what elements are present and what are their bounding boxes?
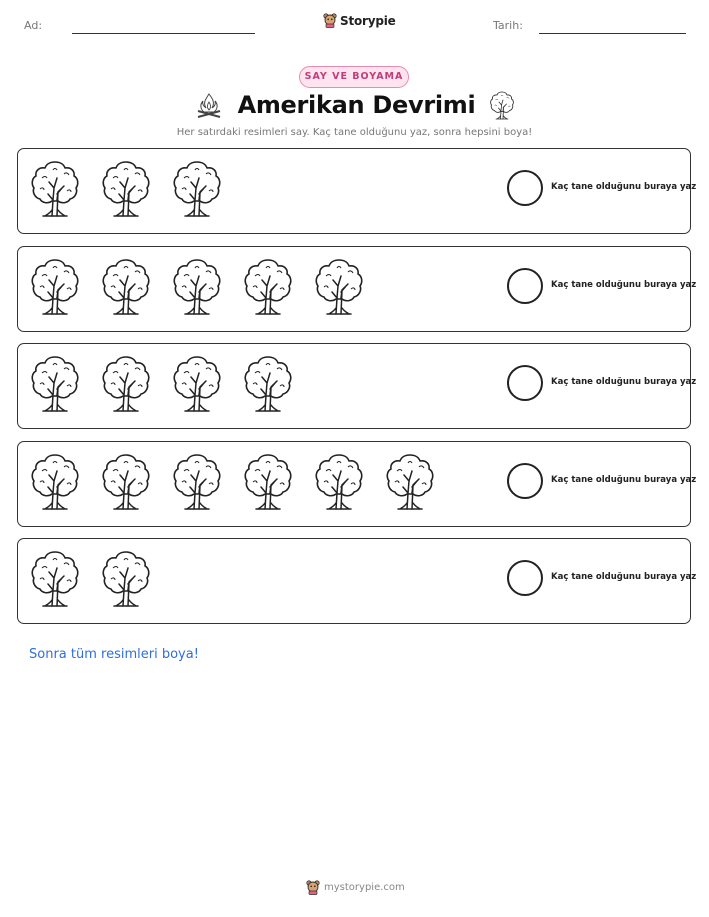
- title-row: [0, 90, 709, 120]
- tree-icon[interactable]: [171, 353, 223, 413]
- answer-circle[interactable]: [507, 463, 543, 499]
- answer-label: Kaç tane olduğunu buraya yaz: [551, 572, 697, 582]
- tree-icon[interactable]: [313, 451, 365, 511]
- tree-icon[interactable]: [384, 451, 436, 511]
- answer-label: Kaç tane olduğunu buraya yaz: [551, 474, 697, 485]
- tree-icon[interactable]: [100, 451, 152, 511]
- footer: [306, 880, 405, 895]
- answer-label: Kaç tane olduğunu buraya yaz: [551, 182, 697, 192]
- tree-icon[interactable]: [171, 158, 223, 218]
- tree-icon[interactable]: [29, 353, 81, 413]
- answer-label: Kaç tane olduğunu buraya yaz: [551, 279, 697, 290]
- tree-icon[interactable]: [29, 158, 81, 218]
- tree-icon[interactable]: [242, 256, 294, 316]
- tree-icon[interactable]: [29, 451, 81, 511]
- tree-icon[interactable]: [100, 548, 152, 608]
- bear-logo-icon: [306, 880, 320, 895]
- tree-icon[interactable]: [242, 451, 294, 511]
- counting-row: [17, 246, 697, 332]
- date-label: Tarih:: [493, 19, 523, 32]
- page-title: Amerikan Devrimi: [237, 91, 476, 119]
- tree-icon[interactable]: [100, 353, 152, 413]
- tree-icon[interactable]: [171, 256, 223, 316]
- instruction-text: Her satırdaki resimleri say. Kaç tane olduğunu yaz, sonra hepsini boya!: [176, 127, 533, 138]
- date-line[interactable]: [539, 33, 686, 34]
- tree-icon[interactable]: [100, 158, 152, 218]
- brand-logo: [323, 13, 396, 28]
- counting-row: [17, 343, 697, 429]
- answer-label: Kaç tane olduğunu buraya yaz: [551, 377, 697, 387]
- counting-row: [17, 148, 697, 234]
- campfire-icon: [194, 91, 224, 119]
- bear-logo-icon: [323, 13, 337, 28]
- tree-icon[interactable]: [29, 548, 81, 608]
- footer-url: mystorypie.com: [324, 882, 405, 893]
- tree-icon[interactable]: [242, 353, 294, 413]
- counting-row: [17, 538, 697, 624]
- activity-badge: SAY VE BOYAMA: [299, 66, 409, 88]
- tree-icon: [489, 90, 515, 120]
- answer-circle[interactable]: [507, 268, 543, 304]
- answer-circle[interactable]: [507, 170, 543, 206]
- name-label: Ad:: [24, 19, 43, 32]
- tree-icon[interactable]: [29, 256, 81, 316]
- name-line[interactable]: [72, 33, 255, 34]
- counting-row: [17, 441, 697, 527]
- footer-note: Sonra tüm resimleri boya!: [29, 647, 199, 662]
- tree-icon[interactable]: [171, 451, 223, 511]
- brand-name: Storypie: [340, 13, 396, 28]
- answer-circle[interactable]: [507, 560, 543, 596]
- tree-icon[interactable]: [313, 256, 365, 316]
- answer-circle[interactable]: [507, 365, 543, 401]
- tree-icon[interactable]: [100, 256, 152, 316]
